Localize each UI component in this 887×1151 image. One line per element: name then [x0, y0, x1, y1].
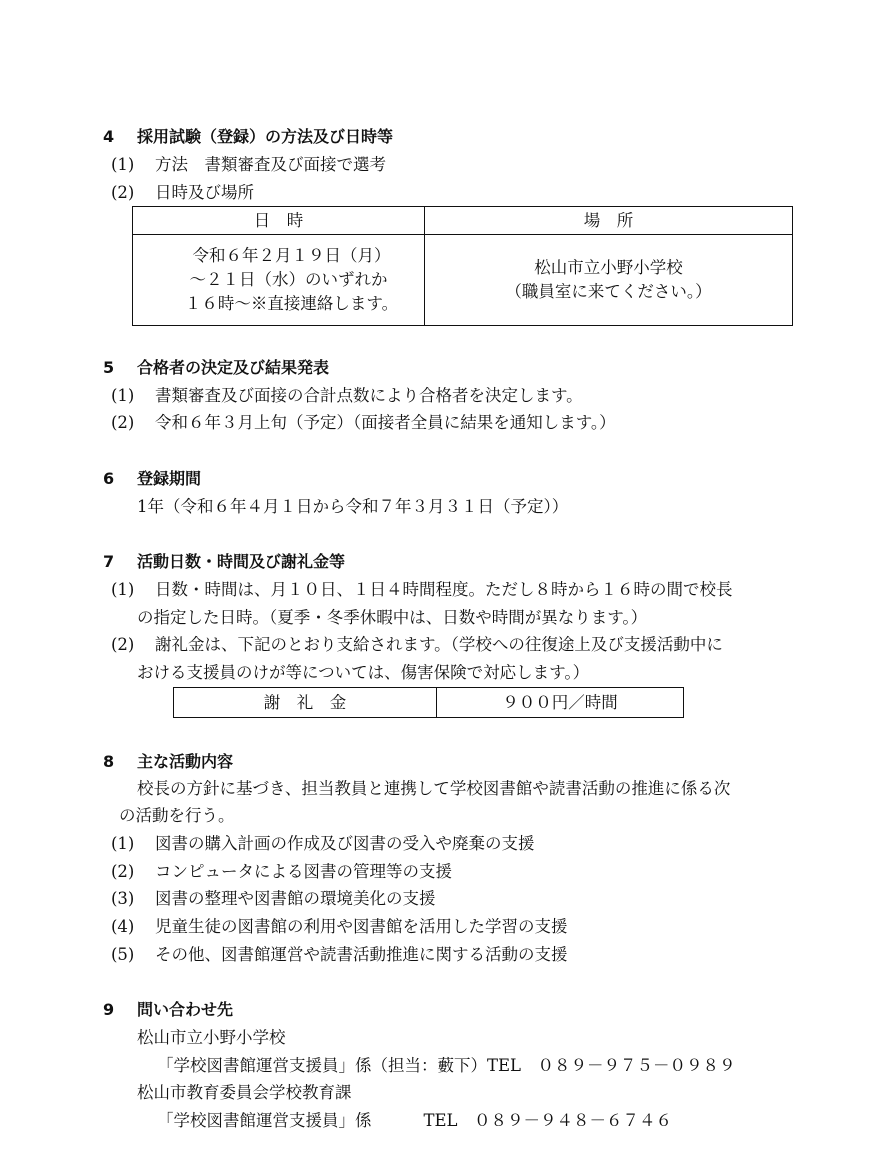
- item-number: (2): [111, 862, 135, 881]
- section7-item2: [111, 633, 723, 657]
- activity-text: 児童生徒の図書館の利用や図書館を活用した学習の支援: [155, 917, 568, 936]
- section6-heading: [103, 467, 201, 491]
- section5-item1-text: 書類審査及び面接の合計点数により合格者を決定します。: [155, 386, 583, 405]
- contact-board-line: [157, 1109, 672, 1133]
- activity-list-item: [111, 832, 535, 856]
- activity-text: その他、図書館運営や読書活動推進に関する活動の支援: [155, 945, 568, 964]
- item-number: (1): [111, 834, 135, 853]
- item-number: (4): [111, 917, 135, 936]
- schedule-date-line: ～２１日（水）のいずれか: [189, 270, 388, 289]
- schedule-date-line: １６時～※直接連絡します。: [184, 294, 399, 313]
- section5-item1: [111, 384, 583, 408]
- schedule-place-line: 松山市立小野小学校: [534, 258, 683, 277]
- activity-list-item: [111, 943, 568, 967]
- section7-item1-continued: の指定した日時。（夏季・冬季休暇中は、日数や時間が異なります。）: [137, 608, 648, 627]
- section8-heading: [103, 750, 233, 774]
- section4-item1: [111, 153, 386, 177]
- section6-body: 1年（令和６年４月１日から令和７年３月３１日（予定））: [137, 497, 569, 516]
- schedule-date-line: 令和６年２月１９日（月）: [192, 246, 391, 265]
- section9-heading: [103, 998, 233, 1022]
- section7-item1-text: 日数・時間は、月１０日、１日４時間程度。ただし８時から１６時の間で校長: [155, 580, 733, 599]
- section4-item2: [111, 181, 254, 205]
- fee-value-cell: ９００円／時間: [437, 688, 684, 718]
- schedule-date-cell: [133, 235, 425, 326]
- contact-board-tel: TEL ０８９－９４８－６７４６: [423, 1111, 673, 1130]
- activity-text: 図書の整理や図書館の環境美化の支援: [155, 889, 436, 908]
- activity-list-item: [111, 860, 452, 884]
- item-number: (3): [111, 889, 135, 908]
- schedule-header-place: 場 所: [425, 207, 793, 235]
- section8-heading-number: 8: [103, 752, 115, 771]
- schedule-table: [132, 206, 793, 326]
- schedule-header-date: 日 時: [133, 207, 425, 235]
- schedule-table-row: [133, 235, 793, 326]
- contact-school-line: 「学校図書館運営支援員」係（担当：藪下）TEL ０８９－９７５－０９８９: [157, 1056, 736, 1075]
- item-number: (5): [111, 945, 135, 964]
- section4-heading-number: 4: [103, 127, 115, 146]
- schedule-table-header-row: [133, 207, 793, 235]
- contact-org-board: 松山市教育委員会学校教育課: [137, 1083, 352, 1102]
- section8-heading-text: 主な活動内容: [137, 752, 234, 771]
- contact-board-label: 「学校図書館運営支援員」係: [157, 1111, 372, 1130]
- item-number: (2): [111, 183, 135, 202]
- section5-item2-text: 令和６年３月上旬（予定）（面接者全員に結果を通知します。）: [155, 413, 616, 432]
- section7-item1: [111, 578, 733, 602]
- section7-item2-continued: おける支援員のけが等については、傷害保険で対応します。）: [137, 663, 590, 682]
- section5-heading-text: 合格者の決定及び結果発表: [137, 358, 330, 377]
- item-number: (1): [111, 580, 135, 599]
- section4-heading: [103, 125, 393, 149]
- fee-table: [173, 687, 684, 718]
- section7-heading: [103, 550, 345, 574]
- activity-list-item: [111, 887, 436, 911]
- item-number: (2): [111, 413, 135, 432]
- item-number: (1): [111, 386, 135, 405]
- activity-text: コンピュータによる図書の管理等の支援: [155, 862, 452, 881]
- section7-item2-text: 謝礼金は、下記のとおり支給されます。（学校への往復途上及び支援活動中に: [155, 635, 723, 654]
- section6-heading-text: 登録期間: [137, 469, 202, 488]
- schedule-place-cell: [425, 235, 793, 326]
- activity-text: 図書の購入計画の作成及び図書の受入や廃棄の支援: [155, 834, 535, 853]
- section6-heading-number: 6: [103, 469, 115, 488]
- section5-heading-number: 5: [103, 358, 115, 377]
- section4-item2-text: 日時及び場所: [155, 183, 254, 202]
- section9-heading-number: 9: [103, 1000, 115, 1019]
- fee-table-row: [174, 688, 684, 718]
- section7-heading-number: 7: [103, 552, 115, 571]
- section4-item1-text: 方法 書類審査及び面接で選考: [155, 155, 386, 174]
- contact-org-school: 松山市立小野小学校: [137, 1028, 286, 1047]
- section8-intro: 校長の方針に基づき、担当教員と連携して学校図書館や読書活動の推進に係る次: [137, 779, 731, 798]
- section8-intro-continued: の活動を行う。: [119, 806, 235, 825]
- fee-label-cell: 謝 礼 金: [174, 688, 437, 718]
- activity-list-item: [111, 915, 568, 939]
- section7-heading-text: 活動日数・時間及び謝礼金等: [137, 552, 346, 571]
- section9-heading-text: 問い合わせ先: [137, 1000, 234, 1019]
- section5-item2: [111, 411, 616, 435]
- item-number: (1): [111, 155, 135, 174]
- section5-heading: [103, 356, 329, 380]
- section4-heading-text: 採用試験（登録）の方法及び日時等: [137, 127, 394, 146]
- item-number: (2): [111, 635, 135, 654]
- schedule-place-line: （職員室に来てください。）: [505, 282, 712, 301]
